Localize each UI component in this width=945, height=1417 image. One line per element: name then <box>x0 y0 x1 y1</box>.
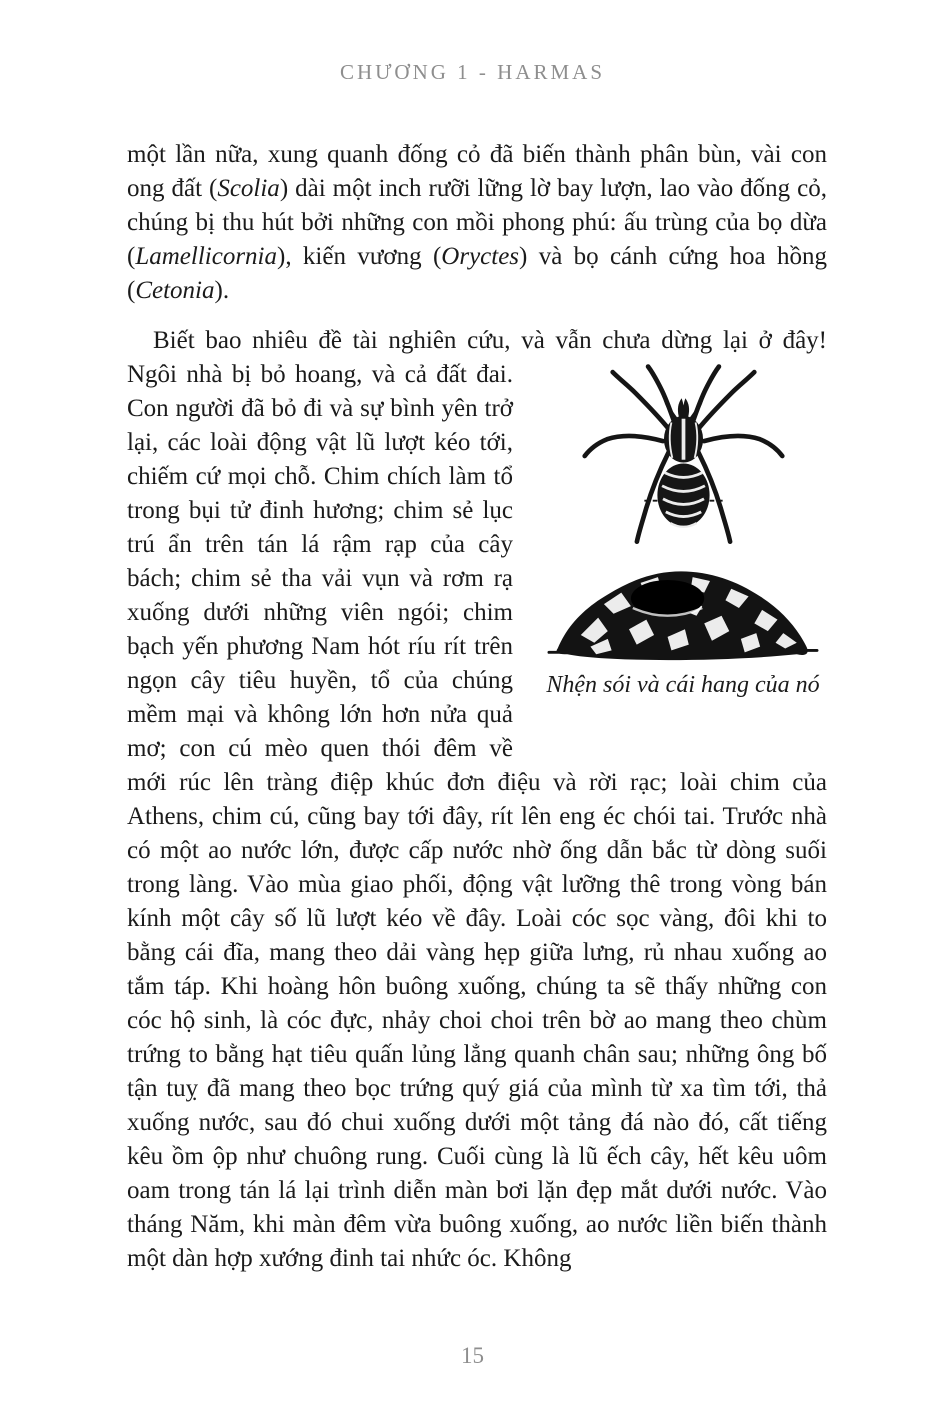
paragraph-2-first-line: Biết bao nhiêu đề tài nghiên cứu, và vẫn chưa dừng lại ở đây! <box>153 327 827 354</box>
paragraph-text: ) và bọ cánh cứng hoa hồng ( <box>127 243 828 304</box>
spider-burrow-illustration <box>547 554 819 662</box>
page-number: 15 <box>461 1343 484 1368</box>
paragraph-text: ). <box>214 277 230 304</box>
paragraph-text: ), kiến vương ( <box>277 243 442 270</box>
wolf-spider-figure <box>539 362 827 700</box>
figure-caption: Nhện sói và cái hang của nó <box>546 672 820 698</box>
page-body <box>127 138 827 1276</box>
paragraph-2-body <box>127 358 827 1276</box>
species-name-cetonia: Cetonia <box>135 277 215 304</box>
species-name-lamellicornia: Lamellicornia <box>135 243 277 270</box>
running-header: CHƯƠNG 1 - HARMAS <box>339 60 606 84</box>
paragraph-text: ) dài một inch rưỡi lững lờ bay lượn, lao vào đống cỏ, chúng bị thu hút bởi những con mồi phong phú: ấu trùng của bọ dừa ( <box>127 175 827 270</box>
paragraph-1 <box>127 138 827 308</box>
paragraph-text: một lần nữa, xung quanh đống cỏ đã biến thành phân bùn, vài con ong đất ( <box>127 141 827 202</box>
wolf-spider-illustration <box>581 362 786 550</box>
species-name-scolia: Scolia <box>217 175 280 202</box>
paragraph-2-text: Ngôi nhà bị bỏ hoang, và cả đất đai. Con người đã bỏ đi và sự bình yên trở lại, các loài động vật lũ lượt kéo tới, chiếm cứ mọi chỗ. Chim chích làm tổ trong bụi tử đinh hương; chim sẻ lục trú ẩn trên tán lá rậm rạp của cây bách; chim sẻ tha vải vụn và rơm rạ xuống dưới những viên ngói; chim bạch yến phương Nam hót ríu rít trên ngọn cây tiêu huyền, tổ của chúng mềm mại và không lớn hơn nửa quả mơ; con cú mèo quen thói đêm về mới rúc lên tràng điệp khúc đơn điệu và rời rạc; loài chim của Athens, chim cú, cũng bay tới đây, rít lên eng éc chói tai. Trước nhà có một ao nước lớn, được cấp nước nhờ ống dẫn bắc từ dòng suối trong làng. Vào mùa giao phối, động vật lưỡng thê trong vòng bán kính một cây số lũ lượt kéo về đây. Loài cóc sọc vàng, đôi khi to bằng cái đĩa, mang theo dải vàng hẹp giữa lưng, rủ nhau xuống ao tắm táp. Khi hoàng hôn buông xuống, chúng ta sẽ thấy những con cóc hộ sinh, là cóc đực, nhảy choi choi trên bờ ao mang theo chùm trứng to bằng hạt tiêu quấn lủng lẳng quanh chân sau; những ông bố tận tuỵ đã mang theo bọc trứng quý giá của mình từ xa tìm tới, thả xuống nước, sau đó chui xuống dưới một tảng đá nào đó, cất tiếng kêu ồm ộp như chuông rung. Cuối cùng là lũ ếch cây, hết kêu uôm oam trong tán lá lại trình diễn màn bơi lặn đẹp mắt dưới nước. Vào tháng Năm, khi màn đêm vừa buông xuống, ao nước liền biến thành một dàn hợp xướng đinh tai nhức óc. Không <box>127 361 827 1272</box>
species-name-oryctes: Oryctes <box>441 243 520 270</box>
